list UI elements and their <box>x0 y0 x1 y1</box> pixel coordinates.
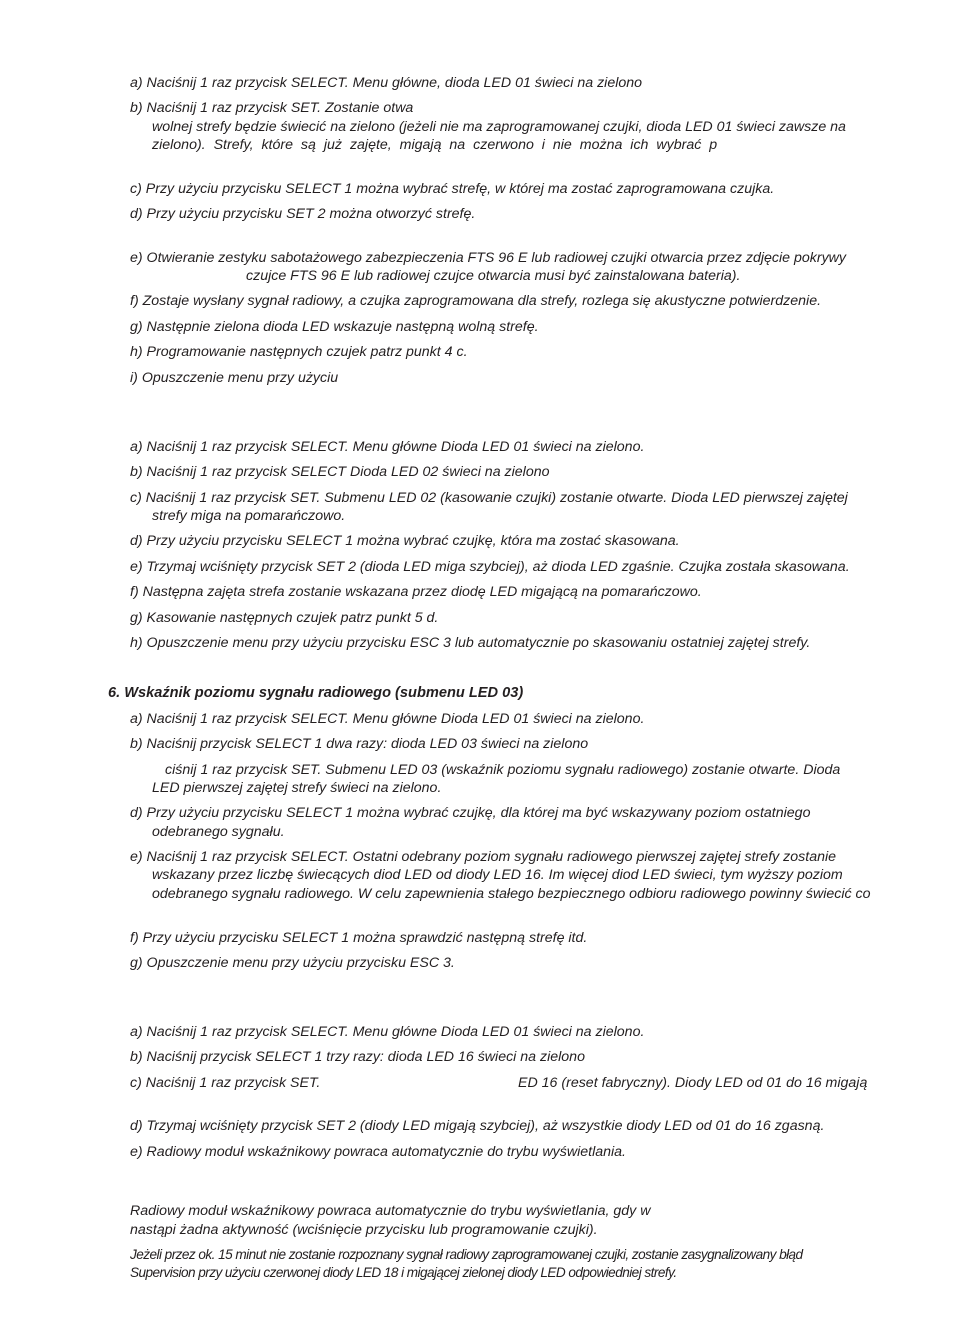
step-6e-cont: odebranego sygnału radiowego. W celu zapewnienia stałego bezpiecznego odbioru radiowego powinny świecić co <box>152 886 871 902</box>
step-1g: g) Następnie zielona dioda LED wskazuje następną wolną strefę. <box>130 319 539 335</box>
step-7b: b) Naciśnij przycisk SELECT 1 trzy razy: dioda LED 16 świeci na zielono <box>130 1049 585 1065</box>
step-2h: h) Opuszczenie menu przy użyciu przycisku ESC 3 lub automatycznie po skasowaniu ostatniej zajętej strefy. <box>130 635 811 651</box>
step-1h: h) Programowanie następnych czujek patrz punkt 4 c. <box>130 344 468 360</box>
section-6-heading: 6. Wskaźnik poziomu sygnału radiowego (submenu LED 03) <box>108 685 524 701</box>
step-1d: d) Przy użyciu przycisku SET 2 można otworzyć strefę. <box>130 206 476 222</box>
step-1b: b) Naciśnij 1 raz przycisk SET. Zostanie otwa <box>130 100 414 116</box>
step-1i: i) Opuszczenie menu przy użyciu <box>130 370 339 386</box>
step-6e-cont: wskazany przez liczbę świecących diod LED od diody LED 16. Im więcej diod LED świeci, tym wyższy poziom <box>152 867 843 883</box>
step-2c: c) Naciśnij 1 raz przycisk SET. Submenu LED 02 (kasowanie czujki) zostanie otwarte. Dioda LED pierwszej zajętej <box>130 490 848 506</box>
step-6d-cont: odebranego sygnału. <box>152 824 285 840</box>
step-2f: f) Następna zajęta strefa zostanie wskazana przez diodę LED migającą na pomarańczowo. <box>130 584 702 600</box>
step-6c-cont: LED pierwszej zajętej strefy świeci na zielono. <box>152 780 442 796</box>
note-line: nastąpi żadna aktywność (wciśnięcie przycisku lub programowanie czujki). <box>130 1222 598 1238</box>
step-2d: d) Przy użyciu przycisku SELECT 1 można wybrać czujkę, która ma zostać skasowana. <box>130 533 680 549</box>
step-6g: g) Opuszczenie menu przy użyciu przycisku ESC 3. <box>130 955 455 971</box>
step-1b-cont: zielono). Strefy, które są już zajęte, migają na czerwono i nie można ich wybrać p <box>152 137 718 153</box>
step-1e: e) Otwieranie zestyku sabotażowego zabezpieczenia FTS 96 E lub radiowej czujki otwarcia przez zdjęcie pokrywy <box>130 250 847 266</box>
step-1c: c) Przy użyciu przycisku SELECT 1 można wybrać strefę, w której ma zostać zaprogramowana czujka. <box>130 181 775 197</box>
step-2e: e) Trzymaj wciśnięty przycisk SET 2 (dioda LED miga szybciej), aż dioda LED zgaśnie. Czujka została skasowana. <box>130 559 850 575</box>
step-7d: d) Trzymaj wciśnięty przycisk SET 2 (diody LED migają szybciej), aż wszystkie diody LED od 01 do 16 zgasną. <box>130 1118 825 1134</box>
step-6c: ciśnij 1 raz przycisk SET. Submenu LED 03 (wskaźnik poziomu sygnału radiowego) zostanie otwarte. Dioda <box>165 762 841 778</box>
supervision-note: Supervision przy użyciu czerwonej diody LED 18 i migającej zielonej diody LED odpowiedniej strefy. <box>130 1265 677 1280</box>
step-1b-cont: wolnej strefy będzie świecić na zielono (jeżeli nie ma zaprogramowanej czujki, dioda LED 01 świeci zawsze na <box>152 119 846 135</box>
step-6b: b) Naciśnij przycisk SELECT 1 dwa razy: dioda LED 03 świeci na zielono <box>130 736 589 752</box>
step-2a: a) Naciśnij 1 raz przycisk SELECT. Menu główne Dioda LED 01 świeci na zielono. <box>130 439 645 455</box>
step-7c: c) Naciśnij 1 raz przycisk SET. <box>130 1075 321 1091</box>
step-6a: a) Naciśnij 1 raz przycisk SELECT. Menu główne Dioda LED 01 świeci na zielono. <box>130 711 645 727</box>
note-line: Radiowy moduł wskaźnikowy powraca automatycznie do trybu wyświetlania, gdy w <box>130 1203 651 1219</box>
step-1e-cont: czujce FTS 96 E lub radiowej czujce otwarcia musi być zainstalowana bateria). <box>246 268 741 284</box>
step-2b: b) Naciśnij 1 raz przycisk SELECT Dioda LED 02 świeci na zielono <box>130 464 550 480</box>
step-6f: f) Przy użyciu przycisku SELECT 1 można sprawdzić następną strefę itd. <box>130 930 588 946</box>
step-2c-cont: strefy miga na pomarańczowo. <box>152 508 346 524</box>
step-1a: a) Naciśnij 1 raz przycisk SELECT. Menu główne, dioda LED 01 świeci na zielono <box>130 75 643 91</box>
step-1f: f) Zostaje wysłany sygnał radiowy, a czujka zaprogramowana dla strefy, rozlega się akustyczne potwierdzenie. <box>130 293 822 309</box>
step-7c-right: ED 16 (reset fabryczny). Diody LED od 01 do 16 migają <box>518 1075 868 1091</box>
step-2g: g) Kasowanie następnych czujek patrz punkt 5 d. <box>130 610 439 626</box>
supervision-note: Jeżeli przez ok. 15 minut nie zostanie rozpoznany sygnał radiowy zaprogramowanej czujki, zostanie zasygnalizowany błąd <box>130 1247 803 1262</box>
step-7e: e) Radiowy moduł wskaźnikowy powraca automatycznie do trybu wyświetlania. <box>130 1144 626 1160</box>
step-6d: d) Przy użyciu przycisku SELECT 1 można wybrać czujkę, dla której ma być wskazywany poziom ostatniego <box>130 805 811 821</box>
step-7a: a) Naciśnij 1 raz przycisk SELECT. Menu główne Dioda LED 01 świeci na zielono. <box>130 1024 645 1040</box>
step-6e: e) Naciśnij 1 raz przycisk SELECT. Ostatni odebrany poziom sygnału radiowego pierwszej zajętej strefy zostanie <box>130 849 837 865</box>
